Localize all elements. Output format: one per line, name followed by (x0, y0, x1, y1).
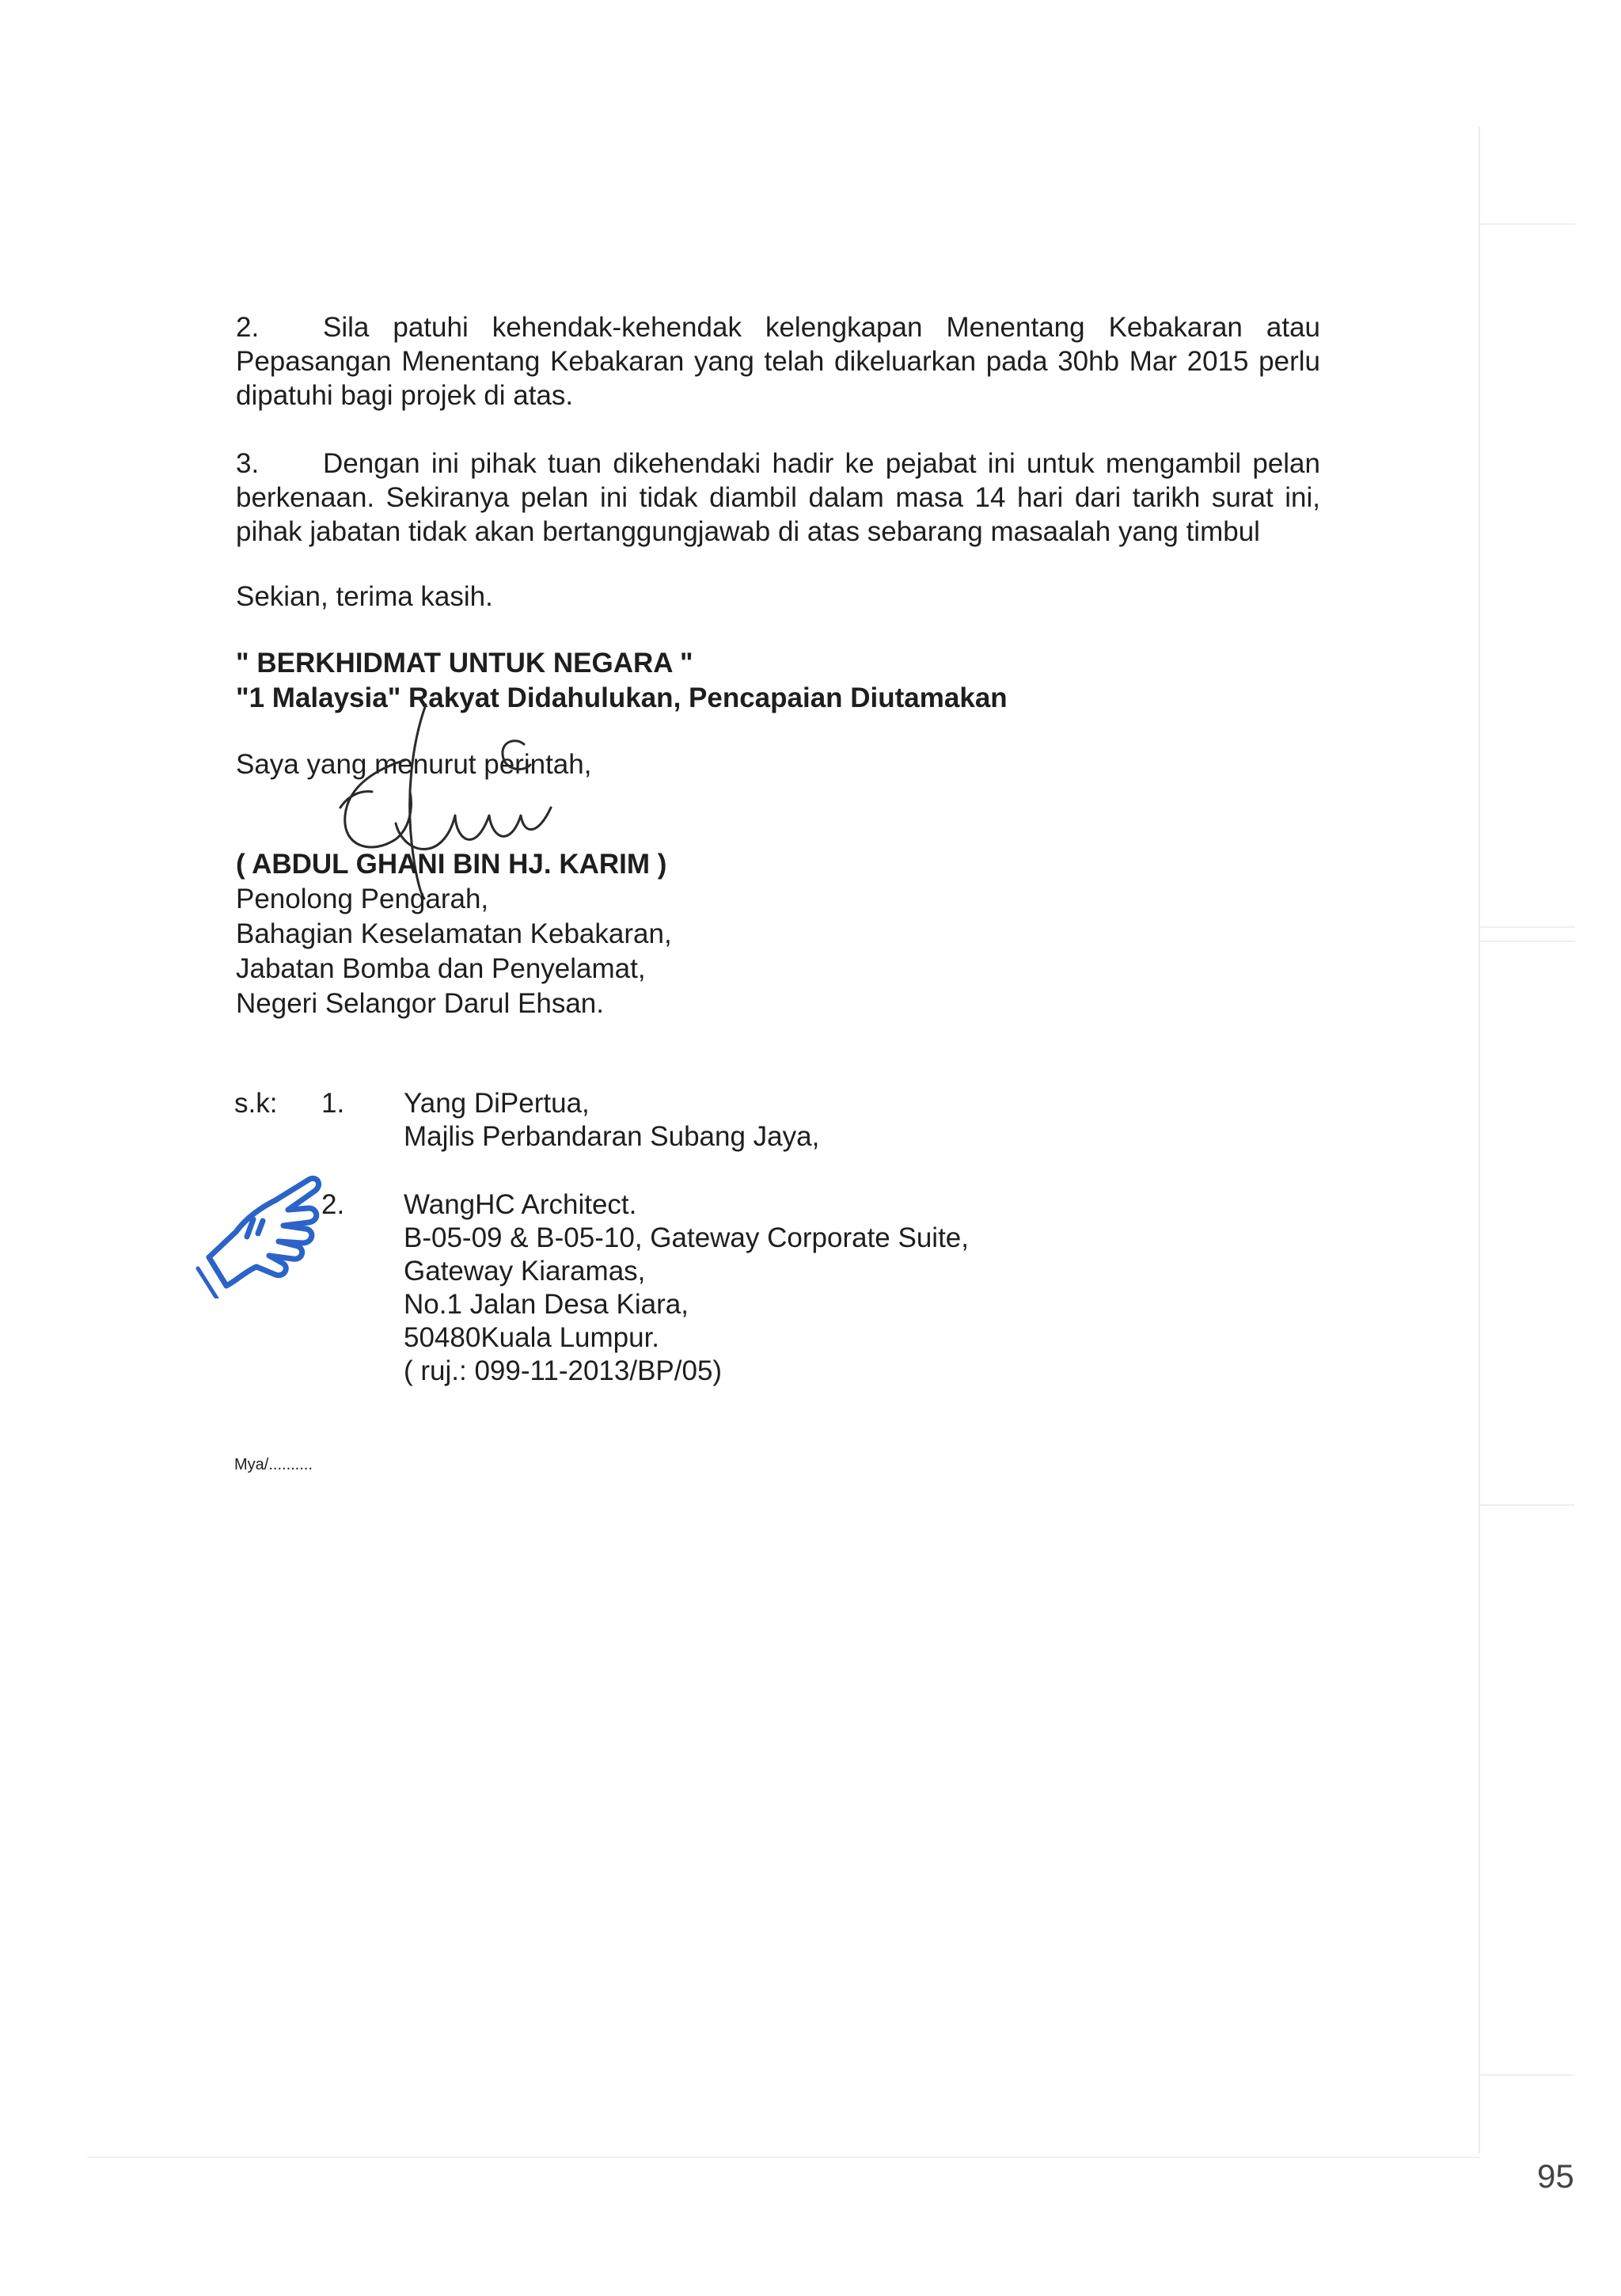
signatory-title-line: Bahagian Keselamatan Kebakaran, (236, 918, 672, 949)
cc-recipient-line: Gateway Kiaramas, (404, 1256, 646, 1287)
paragraph-2 (236, 310, 1320, 412)
pointing-hand-stamp-icon (190, 1164, 332, 1298)
paragraph-text: Dengan ini pihak tuan dikehendaki hadir ke pejabat ini untuk mengambil pelan berkenaan. Sekiranya pelan ini tidak diambil dalam masa 14 hari dari tarikh surat ini, pihak jabatan tidak akan bertanggungjawab di atas sebarang masaalah yang timbul (236, 448, 1320, 547)
cc-label: s.k: (234, 1088, 278, 1119)
closing-line: Sekian, terima kasih. (236, 581, 493, 612)
paragraph-text: Sila patuhi kehendak-kehendak kelengkapan Menentang Kebakaran atau Pepasangan Menentang Kebakaran yang telah dikeluarkan pada 30hb Mar 2015 perlu dipatuhi bagi projek di atas. (236, 312, 1320, 411)
cc-recipient-line: Yang DiPertua, (404, 1088, 590, 1119)
signatory-title-line: Penolong Pengarah, (236, 884, 489, 914)
scan-edge-horizontal (87, 2157, 1480, 2158)
signature-intro: Saya yang menurut perintah, (236, 749, 592, 780)
motto-line-1: " BERKHIDMAT UNTUK NEGARA " (236, 648, 693, 679)
cc-recipient-line: WangHC Architect. (404, 1189, 637, 1220)
cc-recipient-line: No.1 Jalan Desa Kiara, (404, 1289, 689, 1320)
scan-edge-vertical (1479, 127, 1480, 2153)
cc-recipient-line: Majlis Perbandaran Subang Jaya, (404, 1121, 820, 1152)
cc-recipient-number: 1. (321, 1088, 345, 1119)
page-number: 95 (1537, 2157, 1574, 2195)
paragraph-3 (236, 447, 1320, 549)
motto-line-2: "1 Malaysia" Rakyat Didahulukan, Pencapaian Diutamakan (236, 682, 1008, 713)
scan-edge-tick (1480, 941, 1575, 942)
signatory-title-line: Jabatan Bomba dan Penyelamat, (236, 953, 646, 984)
scan-edge-tick (1480, 926, 1575, 928)
typist-initials: Mya/.......... (234, 1456, 313, 1473)
cc-recipient-line: ( ruj.: 099-11-2013/BP/05) (404, 1355, 723, 1386)
cc-recipient-number: 2. (321, 1189, 345, 1220)
scan-edge-tick (1480, 2074, 1575, 2076)
scan-edge-tick (1480, 1504, 1575, 1506)
paragraph-number: 2. (236, 312, 260, 343)
cc-recipient-line: B-05-09 & B-05-10, Gateway Corporate Suite, (404, 1222, 969, 1253)
signatory-title-line: Negeri Selangor Darul Ehsan. (236, 988, 604, 1019)
paragraph-number: 3. (236, 448, 260, 479)
signatory-name: ( ABDUL GHANI BIN HJ. KARIM ) (236, 849, 667, 880)
scan-edge-tick (1480, 223, 1575, 225)
cc-recipient-line: 50480Kuala Lumpur. (404, 1322, 660, 1353)
